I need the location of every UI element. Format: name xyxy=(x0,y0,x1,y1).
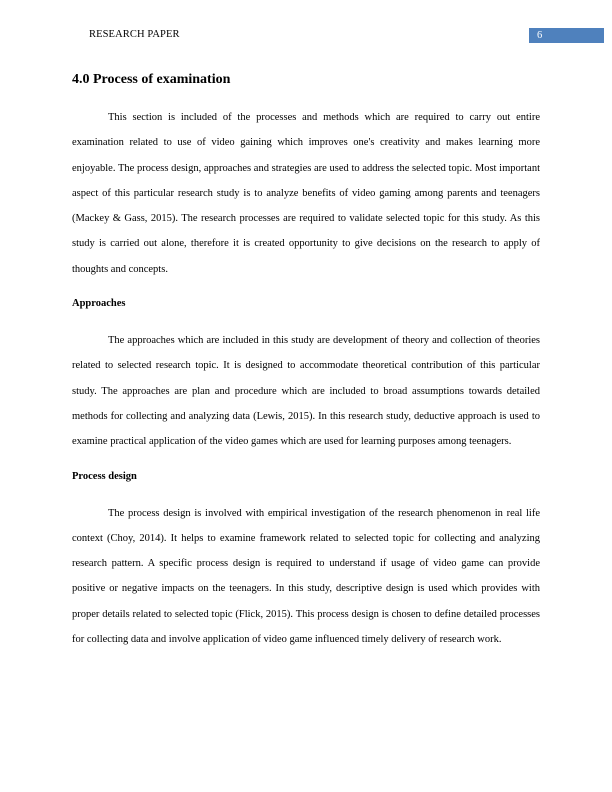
approaches-heading: Approaches xyxy=(72,298,126,310)
process-design-heading: Process design xyxy=(72,470,137,482)
section-heading: 4.0 Process of examination xyxy=(72,72,231,87)
intro-paragraph: This section is included of the processes and methods which are required to carry out entire examination related to use of video gaining which improves one's creativity and makes learning more enjoyable. The process design, approaches and strategies are used to address the selected topic. Most important aspect of this particular research study is to analyze benefits of video gaming among parents and teenagers (Mackey & Gass, 2015). The research processes are required to validate selected topic for this study. As this study is carried out alone, therefore it is created opportunity to give decisions on the research to apply of thoughts and concepts. xyxy=(72,112,540,275)
page-number-box xyxy=(529,28,604,43)
running-header-title: RESEARCH PAPER xyxy=(89,29,180,40)
document-body xyxy=(72,70,540,652)
process-design-paragraph: The process design is involved with empirical investigation of the research phenomenon in real life context (Choy, 2014). It helps to examine framework related to selected topic for collecting and analyzing research pattern. A specific process design is required to understand if usage of video game can provide positive or negative impacts on the teenagers. In this study, descriptive design is used which provides with proper details related to selected topic (Flick, 2015). This process design is chosen to define detailed processes for collecting data and involve application of video game influenced timely delivery of research work. xyxy=(72,507,540,646)
approaches-paragraph: The approaches which are included in this study are development of theory and collection of theories related to selected research topic. It is designed to accommodate theoretical contribution of this particular study. The approaches are plan and procedure which are included to broad assumptions towards detailed methods for collecting and analyzing data (Lewis, 2015). In this research study, deductive approach is used to examine practical application of the video games which are used for learning purposes among teenagers. xyxy=(72,335,540,448)
page-number: 6 xyxy=(537,30,543,41)
